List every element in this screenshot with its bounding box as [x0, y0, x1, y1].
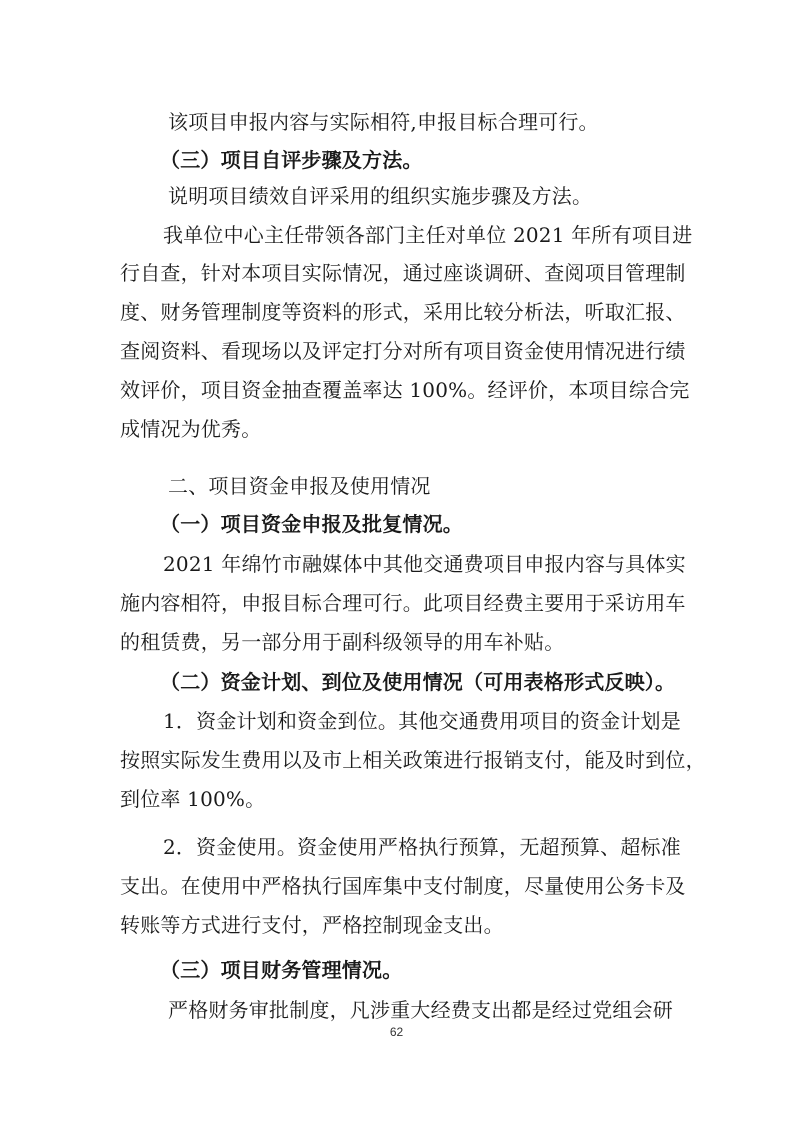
page-number: 62 [389, 1025, 404, 1039]
section-heading: （三）项目自评步骤及方法。 [160, 148, 423, 172]
paragraph-line: 度、财务管理制度等资料的形式，采用比较分析法，听取汇报、 [120, 300, 686, 324]
paragraph-line: 行自查，针对本项目实际情况，通过座谈调研、查阅项目管理制 [120, 261, 686, 285]
chapter-heading: 二、项目资金申报及使用情况 [168, 474, 431, 498]
paragraph-line: 成情况为优秀。 [120, 417, 262, 441]
section-heading: （三）项目财务管理情况。 [160, 958, 403, 982]
paragraph-line: 2021 年绵竹市融媒体中其他交通费项目申报内容与具体实 [163, 552, 686, 576]
paragraph-line: 的租赁费，另一部分用于副科级领导的用车补贴。 [120, 630, 565, 654]
paragraph-line: 该项目申报内容与实际相符,申报目标合理可行。 [168, 110, 599, 134]
paragraph-line: 到位率 100%。 [120, 787, 266, 811]
paragraph-line: 严格财务审批制度，凡涉重大经费支出都是经过党组会研 [168, 998, 673, 1022]
paragraph-line: 效评价，项目资金抽查覆盖率达 100%。经评价，本项目综合完 [120, 378, 690, 402]
paragraph-line: 支出。在使用中严格执行国库集中支付制度，尽量使用公务卡及 [120, 874, 686, 898]
paragraph-line: 说明项目绩效自评采用的组织实施步骤及方法。 [168, 184, 593, 208]
paragraph-line: 我单位中心主任带领各部门主任对单位 2021 年所有项目进 [163, 223, 693, 247]
paragraph-line: 按照实际发生费用以及市上相关政策进行报销支付，能及时到位， [120, 748, 706, 772]
paragraph-line: 转账等方式进行支付，严格控制现金支出。 [120, 913, 504, 937]
section-heading: （二）资金计划、到位及使用情况（可用表格形式反映）。 [160, 670, 676, 694]
paragraph-line: 2．资金使用。资金使用严格执行预算，无超预算、超标准 [163, 835, 681, 859]
paragraph-line: 1．资金计划和资金到位。其他交通费用项目的资金计划是 [163, 709, 681, 733]
paragraph-line: 查阅资料、看现场以及评定打分对所有项目资金使用情况进行绩 [120, 339, 686, 363]
section-heading: （一）项目资金申报及批复情况。 [160, 512, 463, 536]
paragraph-line: 施内容相符，申报目标合理可行。此项目经费主要用于采访用车 [120, 591, 686, 615]
